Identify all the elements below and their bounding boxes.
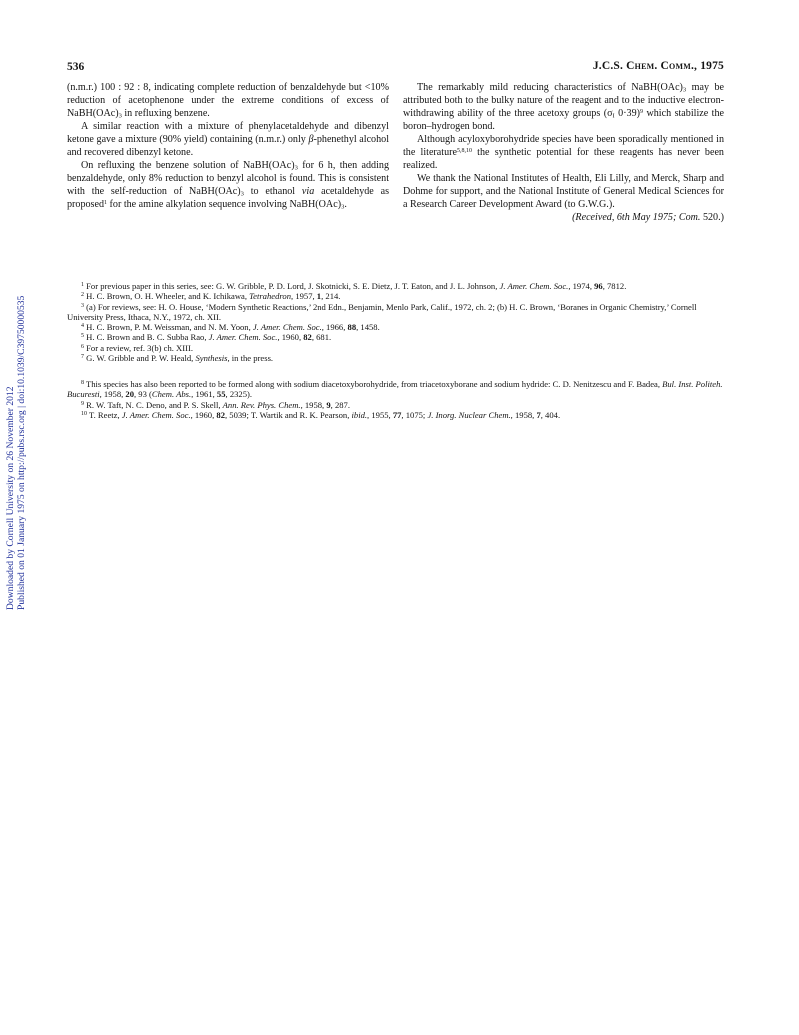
journal-year: , 1975	[694, 60, 724, 72]
references-block-1	[67, 281, 724, 363]
paragraph-5: Although acyloxyborohydride species have been sporadically mentioned in the literature$^{5,8,10}$ the synthetic potential for these reagents has never been realized.	[403, 134, 724, 172]
published-line: Published on 01 January 1975 on http://pubs.rsc.org | doi:10.1039/C39750000535	[16, 295, 27, 610]
journal-name: Chem. Comm.	[626, 60, 695, 72]
paragraph-6: We thank the National Institutes of Health, Eli Lilly, and Merck, Sharp and Dohme for support, and the National Institute of General Medical Sciences for a Research Career Development Award (to G.W.G.).	[403, 173, 724, 211]
reference-1: $^1$ For previous paper in this series, see: G. W. Gribble, P. D. Lord, J. Skotnicki, S. E. Dietz, J. T. Eaton, and J. L. Johnson, J. Amer. Chem. Soc., 1974, 96, 7812.	[81, 281, 627, 291]
reference-7: $^7$ G. W. Gribble and P. W. Heald, Synthesis, in the press.	[81, 353, 274, 364]
paragraph-2: A similar reaction with a mixture of phenylacetaldehyde and dibenzyl ketone gave a mixture (90% yield) containing (n.m.r.) only β-phenethyl alcohol and recovered dibenzyl ketone.	[67, 121, 390, 159]
paragraph-3: On refluxing the benzene solution of $NaBH(OAc)_3$ for 6 h, then adding benzaldehyde, only 8% reduction to benzyl alcohol is found. This is consistent with the self-reduction of $NaBH(OAc)_3$ to ethanol via acetaldehyde as proposed$^1$ for the amine alkylation sequence involving $NaBH(OAc)_3$.	[67, 160, 390, 211]
reference-3: $^3$ (a) For reviews, see: H. O. House, ‘Modern Synthetic Reactions,’ 2nd Edn., Benjamin, Menlo Park, Calif., 1972, ch. 2; (b) H. C. Brown, ‘Boranes in Organic Chemistry,’ Cornell University Press, Ithaca, N.Y., 1972, ch. XII.	[67, 301, 697, 322]
journal-prefix: J.C.S.	[592, 60, 627, 72]
reference-4: $^4$ H. C. Brown, P. M. Weissman, and N. M. Yoon, J. Amer. Chem. Soc., 1966, 88, 1458.	[81, 322, 380, 333]
received-date: (Received, 6th May 1975; Com. 520.)	[572, 212, 724, 224]
reference-2: $^2$ H. C. Brown, O. H. Wheeler, and K. Ichikawa, Tetrahedron, 1957, 1, 214.	[81, 291, 341, 302]
left-column	[67, 81, 389, 211]
page-number: 536	[67, 61, 85, 73]
paragraph-4: The remarkably mild reducing characteristics of $NaBH(OAc)_3$ may be attributed both to the bulky nature of the reagent and to the inductive electron-withdrawing ability of the three acetoxy groups ($\sigma_I$ 0·39)$^9$ which stabilize the boron–hydrogen bond.	[403, 82, 724, 133]
downloaded-line: Downloaded by Cornell University on 26 November 2012	[5, 386, 16, 610]
references-block-2	[67, 379, 724, 420]
reference-8: $^8$ This species has also been reported to be formed along with sodium diacetoxyborohydride, from triacetoxyborane and sodium hydride: C. D. Nenitzescu and F. Badea, Bul. Inst. Politeh. Bucuresti, 1958, 20, 93 (Chem. Abs., 1961, 55, 2325).	[67, 379, 723, 400]
reference-10: $^{10}$ T. Reetz, J. Amer. Chem. Soc., 1960, 82, 5039; T. Wartik and R. K. Pearson, ibid., 1955, 77, 1075; J. Inorg. Nuclear Chem., 1958, 7, 404.	[81, 409, 561, 420]
right-column	[403, 81, 724, 225]
reference-5: $^5$ H. C. Brown and B. C. Subba Rao, J. Amer. Chem. Soc., 1960, 82, 681.	[81, 332, 332, 343]
reference-9: $^9$ R. W. Taft, N. C. Deno, and P. S. Skell, Ann. Rev. Phys. Chem., 1958, 9, 287.	[81, 399, 350, 410]
journal-header	[593, 60, 724, 72]
provenance-sidebar	[0, 238, 30, 610]
reference-6: $^6$ For a review, ref. 3(b) ch. XIII.	[81, 342, 193, 353]
paragraph-1: (n.m.r.) 100 : 92 : 8, indicating complete reduction of benzaldehyde but <10% reduction of acetophenone under the extreme conditions of excess of $NaBH(OAc)_3$ in refluxing benzene.	[67, 82, 389, 120]
